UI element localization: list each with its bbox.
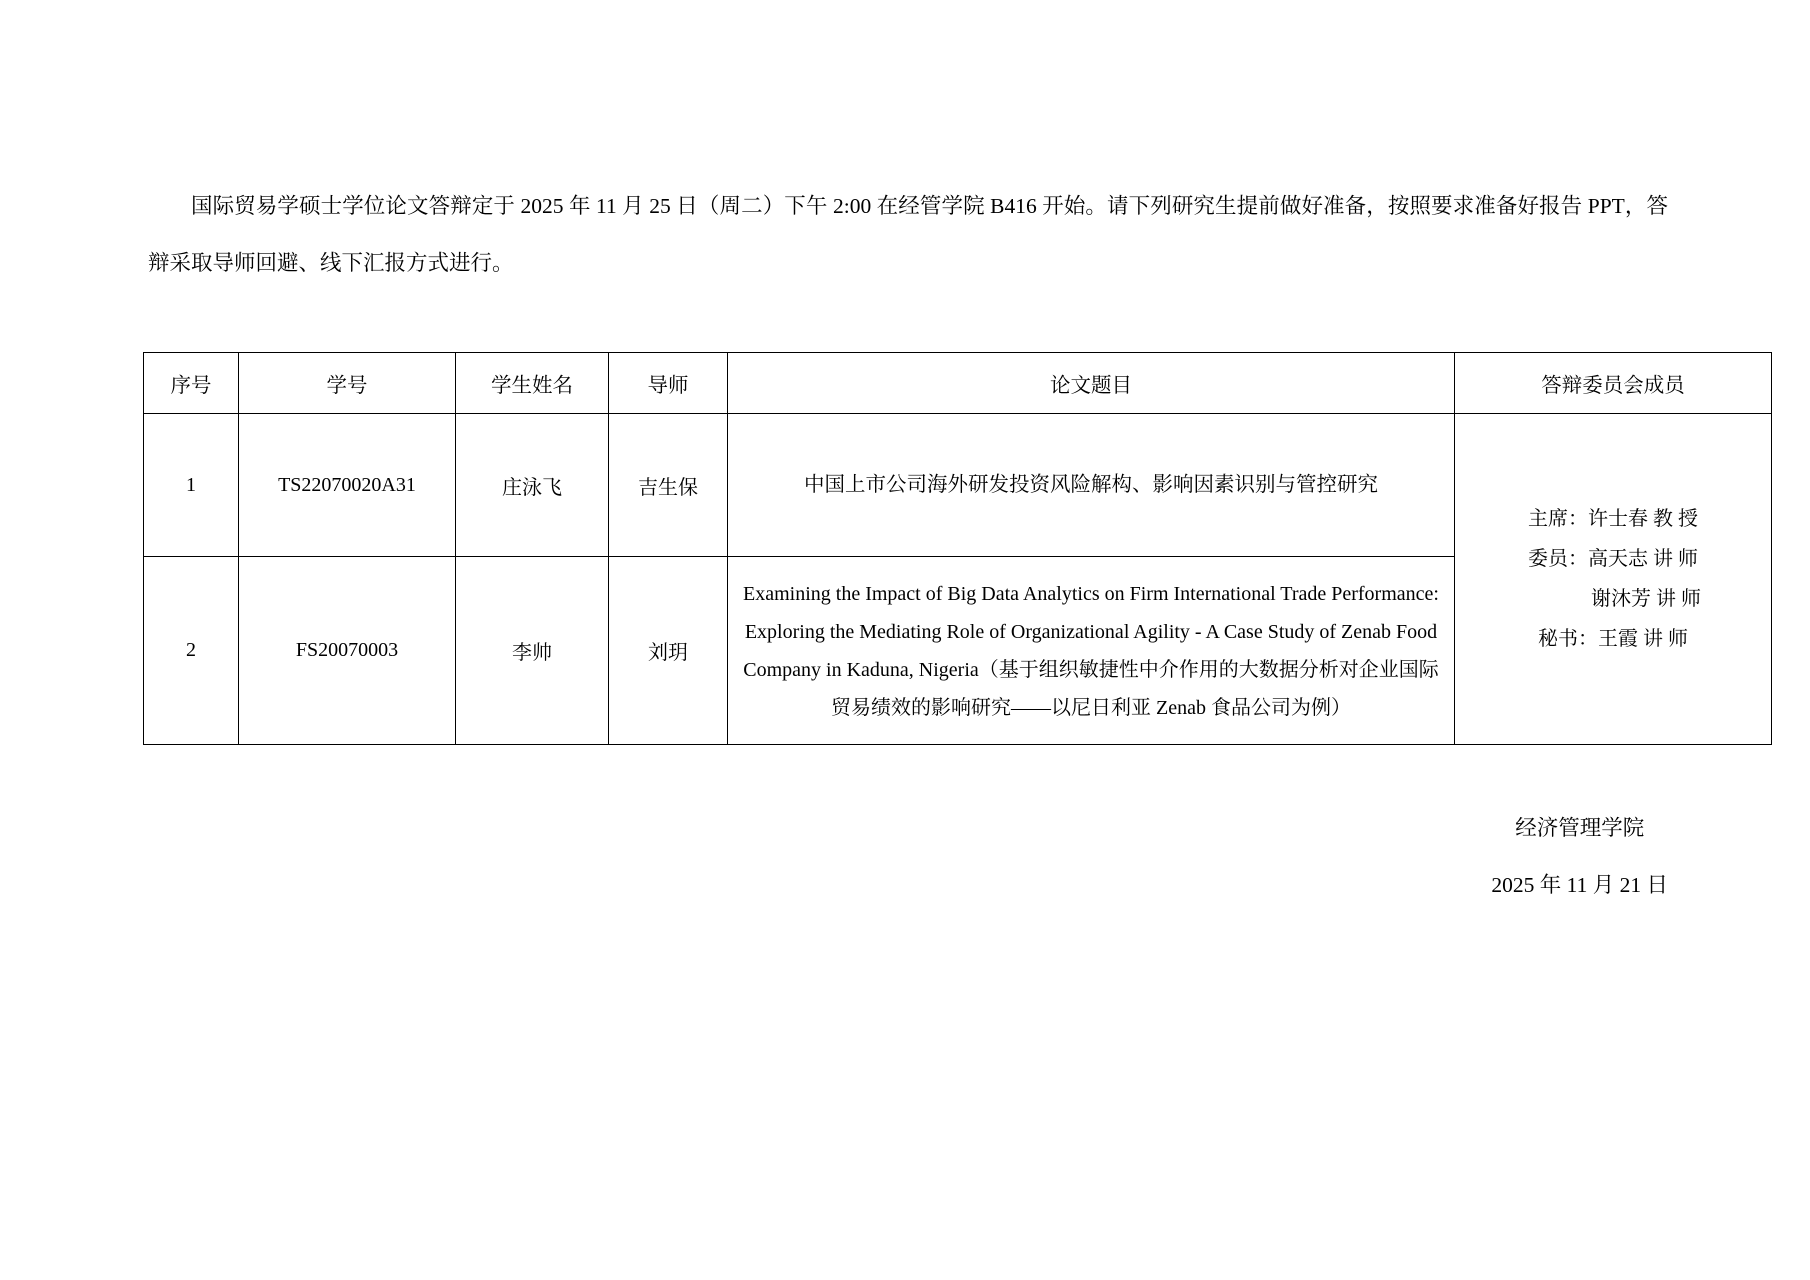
signature-block xyxy=(1491,800,1668,914)
table-header-row xyxy=(144,353,1772,414)
table-row xyxy=(144,414,1772,557)
committee-member-1: 委员：高天志 讲 师 xyxy=(1528,548,1698,570)
signature-department: 经济管理学院 xyxy=(1515,816,1645,840)
committee-member-2: 谢沐芳 讲 师 xyxy=(1591,588,1701,610)
committee-cell xyxy=(1455,414,1772,745)
header-committee: 答辩委员会成员 xyxy=(1455,353,1772,414)
header-no: 序号 xyxy=(144,353,239,414)
committee-secretary: 秘书：王霞 讲 师 xyxy=(1538,628,1688,650)
signature-date: 2025 年 11 月 21 日 xyxy=(1491,873,1668,897)
header-student-id: 学号 xyxy=(239,353,456,414)
row-2-no: 2 xyxy=(144,557,239,745)
row-1-advisor: 吉生保 xyxy=(609,414,728,557)
defense-schedule-table xyxy=(143,352,1772,745)
row-1-no: 1 xyxy=(144,414,239,557)
header-student-name: 学生姓名 xyxy=(456,353,609,414)
header-advisor: 导师 xyxy=(609,353,728,414)
row-2-thesis-title: Examining the Impact of Big Data Analytics on Firm International Trade Performance: Exploring the Mediating Role of Organizational Agility - A Case Study of Zenab Food Company in Kaduna, Nigeria（基于组织敏捷性中介作用的大数据分析对企业国际贸易绩效的影响研究——以尼日利亚 Zenab 食品公司为例） xyxy=(728,557,1455,745)
row-1-thesis-title: 中国上市公司海外研发投资风险解构、影响因素识别与管控研究 xyxy=(728,414,1455,557)
header-thesis-title: 论文题目 xyxy=(728,353,1455,414)
intro-paragraph-block xyxy=(148,178,1668,292)
row-2-student-name: 李帅 xyxy=(456,557,609,745)
committee-chair: 主席：许士春 教 授 xyxy=(1528,508,1698,530)
row-2-advisor: 刘玥 xyxy=(609,557,728,745)
intro-paragraph: 国际贸易学硕士学位论文答辩定于 2025 年 11 月 25 日（周二）下午 2:00 在经管学院 B416 开始。请下列研究生提前做好准备，按照要求准备好报告 PPT，答辩采取导师回避、线下汇报方式进行。 xyxy=(148,194,1668,275)
row-1-student-id: TS22070020A31 xyxy=(239,414,456,557)
row-2-student-id: FS20070003 xyxy=(239,557,456,745)
row-1-student-name: 庄泳飞 xyxy=(456,414,609,557)
